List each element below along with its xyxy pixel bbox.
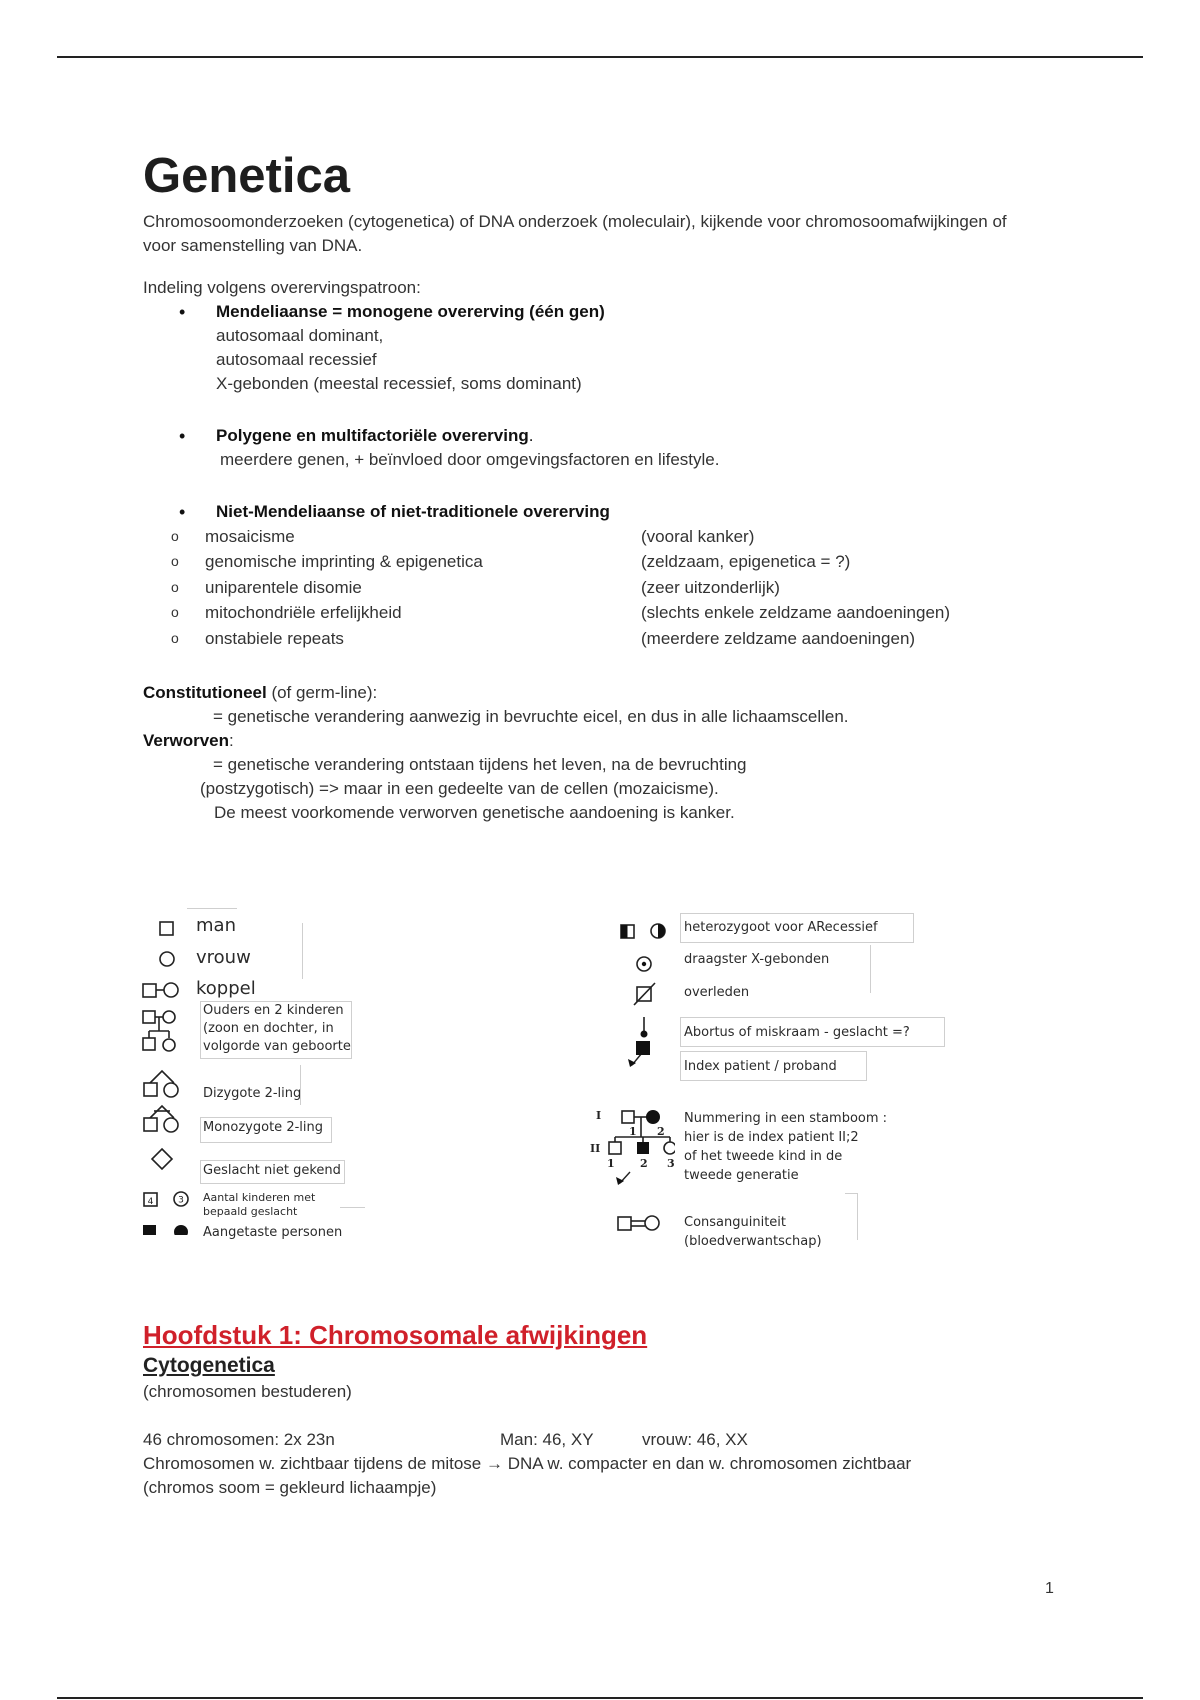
- legend-symbols-right: [570, 905, 675, 1245]
- verworven-def: = genetische verandering ontstaan tijdens het leven, na de bevruchting: [213, 755, 747, 775]
- gen-ii-num: 2: [640, 1157, 648, 1170]
- count-male-number: 4: [147, 1197, 154, 1207]
- pedigree-legend-right: [570, 905, 950, 1249]
- chromosome-line: (chromos soom = gekleurd lichaampje): [143, 1478, 437, 1497]
- affected-male-icon: [143, 1225, 156, 1235]
- chromosome-count-row: [143, 1428, 1043, 1452]
- gen-ii-num: 1: [607, 1157, 615, 1170]
- list-item: [143, 424, 1043, 472]
- chapter-subnote: (chromosomen bestuderen): [143, 1382, 352, 1401]
- legend-nummering-label: Nummering in een stamboom :: [684, 1111, 888, 1126]
- legend-nummering-label: of het tweede kind in de: [684, 1149, 843, 1164]
- inheritance-list: [143, 300, 1043, 652]
- man-square-icon: [160, 922, 173, 935]
- legend-consang-label: Consanguiniteit: [684, 1215, 787, 1230]
- chapter-section: [143, 1318, 1043, 1500]
- bullet-line: autosomaal recessief: [216, 349, 377, 369]
- bullet-heading: • Polygene en multifactoriële overerving.: [216, 425, 534, 445]
- gen-i-label: I: [596, 1109, 602, 1122]
- legend-symbols: [140, 905, 200, 1235]
- consanguinity-icon: [618, 1217, 631, 1230]
- gen-ii-label: II: [590, 1142, 601, 1155]
- legend-man-label: man: [196, 915, 236, 936]
- legend-vrouw-label: vrouw: [196, 947, 251, 968]
- bullet-line: X-gebonden (meestal recessief, soms dominant): [216, 373, 582, 393]
- legend-aangetaste-label: Aangetaste personen: [203, 1225, 343, 1240]
- bullet-heading: • Mendeliaanse = monogene overerving (één gen): [216, 301, 605, 321]
- sub-list-item: o genomische imprinting & epigenetica (zeldzaam, epigenetica = ?): [143, 549, 1043, 575]
- sub-list-item: o onstabiele repeats (meerdere zeldzame aandoeningen): [143, 626, 1043, 652]
- legend-nummering-label: hier is de index patient II;2: [684, 1130, 859, 1145]
- legend-abortus-label: Abortus of miskraam - geslacht =?: [684, 1025, 910, 1040]
- sub-list-item: o mosaicisme (vooral kanker): [143, 524, 1043, 550]
- verworven-line: Verworven:: [143, 731, 234, 751]
- parents-children-icon: [143, 1011, 155, 1023]
- pedigree-i1-icon: [622, 1111, 634, 1123]
- chromosome-count: 46 chromosomen: 2x 23n: [143, 1430, 335, 1449]
- page-title: Genetica: [143, 149, 350, 203]
- pedigree-ii3-icon: [664, 1142, 675, 1154]
- legend-nummering-label: tweede generatie: [684, 1168, 799, 1183]
- constitutioneel-line: Constitutioneel (of germ-line):: [143, 683, 378, 703]
- intro-text: Chromosoomonderzoeken (cytogenetica) of DNA onderzoek (moleculair), kijkende voor chromosoomafwijkingen of voor samenstelling van DNA.: [143, 211, 1007, 255]
- legend-overleden-label: overleden: [684, 985, 750, 1000]
- couple-icon: [143, 984, 156, 997]
- verworven-def: (postzygotisch) => maar in een gedeelte van de cellen (mozaicisme).: [200, 779, 719, 799]
- woman-circle-icon: [160, 952, 174, 966]
- legend-aantal-label: bepaald geslacht: [203, 1205, 298, 1218]
- affected-female-icon: [174, 1225, 188, 1235]
- chapter-subheading: Cytogenetica: [143, 1354, 275, 1377]
- pedigree-ii1-icon: [609, 1142, 621, 1154]
- gen-i-num: 2: [657, 1125, 665, 1138]
- diamond-icon: [152, 1149, 172, 1169]
- monozygote-icon: [150, 1106, 174, 1118]
- pedigree-legend-left: [140, 905, 370, 1240]
- legend-consang-label: (bloedverwantschap): [684, 1234, 822, 1249]
- top-rule: [57, 56, 1143, 58]
- legend-ouders-label: (zoon en dochter, in: [203, 1021, 334, 1036]
- bullet-line: autosomaal dominant,: [216, 325, 384, 345]
- chromosome-line: Chromosomen w. zichtbaar tijdens de mitose → DNA w. compacter en dan w. chromosomen zichtbaar: [143, 1454, 912, 1473]
- legend-draagster-label: draagster X-gebonden: [684, 952, 830, 967]
- legend-koppel-label: koppel: [196, 978, 256, 999]
- legend-ouders-label: Ouders en 2 kinderen: [203, 1003, 344, 1018]
- main-content: [143, 150, 1043, 825]
- legend-heterozygoot-label: heterozygoot voor ARecessief: [684, 920, 878, 935]
- count-female-number: 3: [178, 1195, 184, 1206]
- bottom-rule: [57, 1697, 1143, 1699]
- pedigree-i2-icon: [646, 1110, 660, 1124]
- verworven-def: De meest voorkomende verworven genetische aandoening is kanker.: [214, 803, 735, 823]
- indeling-label: Indeling volgens overervingspatroon:: [143, 277, 421, 297]
- legend-index-label: Index patient / proband: [684, 1059, 837, 1074]
- page-number: 1: [1045, 1580, 1054, 1597]
- sub-list: [143, 524, 1043, 652]
- gen-i-num: 1: [629, 1125, 637, 1138]
- pedigree-ii2-icon: [637, 1142, 649, 1154]
- legend-monozygote-label: Monozygote 2-ling: [203, 1120, 323, 1135]
- gen-ii-num: 3: [667, 1157, 675, 1170]
- legend-ouders-label: volgorde van geboorte: [203, 1039, 351, 1054]
- index-patient-icon: [636, 1041, 650, 1055]
- chapter-heading: Hoofdstuk 1: Chromosomale afwijkingen: [143, 1320, 648, 1350]
- constitutioneel-def: = genetische verandering aanwezig in bevruchte eicel, en dus in alle lichaamscellen.: [213, 707, 849, 727]
- bullet-heading: • Niet-Mendeliaanse of niet-traditionele overerving: [216, 501, 610, 521]
- list-item: [143, 300, 1043, 396]
- legend-aantal-label: Aantal kinderen met: [203, 1191, 316, 1204]
- chromosome-man: Man: 46, XY: [500, 1430, 594, 1449]
- legend-geslacht-label: Geslacht niet gekend: [203, 1163, 341, 1178]
- chromosome-vrouw: vrouw: 46, XX: [642, 1430, 748, 1449]
- sub-list-item: o uniparentele disomie (zeer uitzonderlijk): [143, 575, 1043, 601]
- list-item: [143, 500, 1043, 652]
- dizygote-icon: [150, 1071, 174, 1083]
- bullet-line: meerdere genen, + beïnvloed door omgevingsfactoren en lifestyle.: [220, 449, 720, 469]
- legend-dizygote-label: Dizygote 2-ling: [203, 1086, 302, 1101]
- sub-list-item: o mitochondriële erfelijkheid (slechts enkele zeldzame aandoeningen): [143, 600, 1043, 626]
